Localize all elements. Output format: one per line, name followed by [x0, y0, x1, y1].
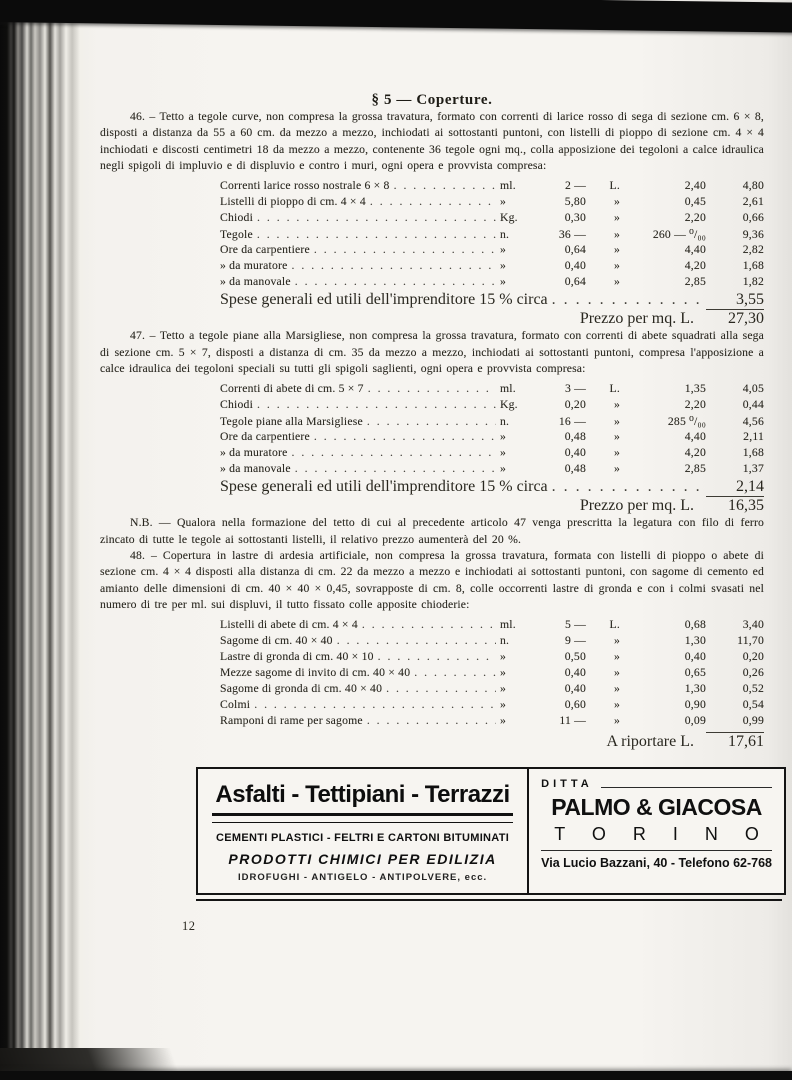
price-table-row: [220, 398, 764, 414]
unit-cell: »: [500, 429, 507, 443]
dot-leader: [552, 478, 702, 496]
unit-price-cell: 4,20: [684, 445, 706, 459]
unit-price-cell: 0,09: [684, 714, 706, 728]
price-table-row: [220, 211, 764, 227]
quantity-cell: 0,40: [564, 682, 586, 696]
quantity-cell: 9 —: [564, 633, 586, 647]
currency-cell: »: [613, 462, 620, 476]
dot-leader: [367, 714, 496, 727]
unit-cell: »: [500, 714, 507, 728]
item-description: Sagome di gronda di cm. 40 × 40: [220, 682, 383, 696]
amount-cell: 1,68: [742, 445, 764, 459]
item-description: Mezze sagome di invito di cm. 40 × 40: [220, 665, 411, 679]
currency-cell: »: [613, 227, 620, 241]
currency-cell: »: [613, 397, 620, 411]
item-description-wrap: [220, 179, 500, 192]
price-table-row: [220, 714, 764, 730]
price-table-row: [220, 698, 764, 714]
price-table-row: [220, 382, 764, 398]
dot-leader: [370, 195, 496, 208]
unit-cell: ml.: [500, 178, 516, 192]
dot-leader: [368, 382, 496, 395]
item-description-wrap: [220, 618, 500, 631]
unit-price-cell: 0,40: [684, 649, 706, 663]
article-48-price-table: [100, 618, 764, 731]
unit-price-cell: 2,20: [684, 210, 706, 224]
quantity-cell: 0,64: [564, 243, 586, 256]
unit-cell: »: [500, 698, 507, 712]
currency-cell: »: [613, 714, 620, 728]
dot-leader: [254, 698, 496, 711]
currency-cell: »: [613, 414, 620, 428]
quantity-cell: 2 —: [564, 178, 586, 192]
ad-left-panel: [198, 769, 529, 893]
amount-cell: 11,70: [737, 633, 764, 647]
quantity-cell: 0,60: [564, 698, 586, 712]
unit-price-cell: 1,30: [684, 682, 706, 696]
amount-cell: 0,66: [742, 210, 764, 224]
price-table-row: [220, 462, 764, 478]
unit-price-cell: 1,30: [684, 633, 706, 647]
ad-bottom-rule: [196, 899, 782, 901]
unit-price-cell: 2,20: [684, 397, 706, 411]
article-48-intro: 48. – Copertura in lastre di ardesia artificiale, non compresa la grossa travatura, formata con listelli di pioppo o abete di sezione cm. 4 × 4 disposti alla distanza di cm. 22 da mezzo a mezzo e inchiodati ai sottostanti puntoni, con sagome di cemento ed amianto delle dimensioni di cm. 40 × 40 × 0,45, sovrapposte di cm. 8, colle occorrenti lastre di gronda e con i colmi svasati nel numero di tre per ml. sui displuvi, il tutto fissato colle apposite chioderie:: [100, 549, 764, 612]
dot-leader: [257, 211, 496, 224]
ad-ditta-label: DITTA: [541, 778, 593, 791]
footer-label: Prezzo per mq. L.: [579, 310, 694, 328]
quantity-cell: 0,48: [564, 462, 586, 476]
amount-cell: 9,36: [742, 227, 764, 241]
quantity-cell: 0,40: [564, 259, 586, 273]
unit-price-cell: 0,90: [684, 698, 706, 712]
article-46-intro: 46. – Tetto a tegole curve, non compresa la grossa travatura, formato con correnti di larice rosso di sega di sezione cm. 6 × 8, disposti a distanza da 55 a 60 cm. da mezzo a mezzo, inchiodati ai sottostanti puntoni, con listelli di pioppo di sezione cm. 4 × 4 inchiodati e discosti centimetri 18 da mezzo a mezzo, contenente 36 tegole ogni mq., colla apposizione dei tegoloni a calce idraulica negli spigoli di impluvio e di displuvio e contro i muri, ogni opera e provvista compresa:: [100, 110, 764, 173]
article-46-price-table: [100, 179, 764, 292]
amount-cell: 0,20: [742, 649, 764, 663]
book-gutter-edge: [0, 0, 96, 1080]
item-description-wrap: [220, 259, 500, 272]
currency-cell: »: [613, 633, 620, 647]
spese-total: 3,55: [736, 291, 764, 309]
ad-products-line: CEMENTI PLASTICI - FELTRI E CARTONI BITUMINATI: [216, 832, 510, 845]
table-footer: [100, 732, 764, 751]
item-description: Tegole piane alla Marsigliese: [220, 414, 363, 428]
currency-cell: L.: [609, 178, 620, 192]
unit-cell: Kg.: [500, 210, 518, 224]
amount-cell: 1,68: [742, 259, 764, 273]
amount-cell: 2,82: [742, 243, 764, 256]
item-description-wrap: [220, 462, 500, 475]
quantity-cell: 0,20: [564, 397, 586, 411]
dot-leader: [367, 415, 496, 428]
unit-price-cell: 4,40: [684, 243, 706, 256]
price-table-row: [220, 650, 764, 666]
ad-double-rule: [212, 813, 513, 823]
unit-cell: ml.: [500, 617, 516, 631]
currency-cell: »: [613, 429, 620, 443]
quantity-cell: 3 —: [564, 381, 586, 395]
item-description: Correnti di abete di cm. 5 × 7: [220, 381, 364, 395]
quantity-cell: 0,40: [564, 665, 586, 679]
unit-cell: Kg.: [500, 397, 518, 411]
item-description: » da manovale: [220, 462, 291, 476]
dot-leader: [362, 618, 496, 631]
unit-price-cell: 2,85: [684, 462, 706, 476]
dot-leader: [386, 682, 496, 695]
amount-cell: 3,40: [742, 617, 764, 631]
price-table-row: [220, 259, 764, 275]
unit-cell: »: [500, 194, 507, 208]
unit-price-cell: 0,45: [684, 194, 706, 208]
dot-leader: [292, 259, 496, 272]
unit-cell: »: [500, 445, 507, 459]
dot-leader: [295, 275, 496, 288]
dot-leader: [257, 398, 496, 411]
currency-cell: »: [613, 275, 620, 289]
section-heading: § 5 — Coperture.: [371, 92, 493, 108]
ad-right-panel: [529, 769, 784, 893]
unit-price-cell: 0,65: [684, 665, 706, 679]
dot-leader: [414, 666, 496, 679]
item-description-wrap: [220, 714, 500, 727]
currency-cell: »: [613, 682, 620, 696]
price-table-row: [220, 634, 764, 650]
quantity-cell: 0,50: [564, 649, 586, 663]
item-description: Correnti larice rosso nostrale 6 × 8: [220, 178, 390, 192]
spese-label: Spese generali ed utili dell'imprenditore 15 % circa: [220, 291, 548, 309]
spese-row: [220, 478, 764, 494]
item-description: Ramponi di rame per sagome: [220, 714, 363, 728]
unit-price-cell: 1,35: [684, 381, 706, 395]
item-description-wrap: [220, 228, 500, 241]
item-description-wrap: [220, 211, 500, 224]
price-table-row: [220, 682, 764, 698]
quantity-cell: 0,64: [564, 275, 586, 289]
ad-ditta-row: [541, 778, 772, 790]
unit-cell: n.: [500, 633, 510, 647]
item-description: Ore da carpentiere: [220, 429, 310, 443]
amount-cell: 4,05: [742, 381, 764, 395]
footer-label: Prezzo per mq. L.: [579, 497, 694, 515]
spese-row: [220, 291, 764, 307]
unit-price-cell: 4,40: [684, 429, 706, 443]
currency-cell: L.: [609, 617, 620, 631]
ad-address: Via Lucio Bazzani, 40 - Telefono 62-768: [541, 850, 772, 870]
advertisement: [196, 767, 786, 895]
price-table-row: [220, 618, 764, 634]
footer-label: A riportare L.: [606, 733, 694, 751]
unit-price-cell: 285 ⁰/₀₀: [667, 414, 706, 428]
amount-cell: 4,56: [742, 414, 764, 428]
item-description-wrap: [220, 634, 500, 647]
ad-city: T O R I N O: [554, 824, 770, 845]
item-description: Chiodi: [220, 397, 254, 411]
unit-cell: »: [500, 649, 507, 663]
item-description-wrap: [220, 650, 500, 663]
amount-cell: 0,54: [742, 698, 764, 712]
unit-price-cell: 0,68: [684, 617, 706, 631]
ad-title: Asfalti - Tettipiani - Terrazzi: [215, 781, 510, 809]
quantity-cell: 0,40: [564, 445, 586, 459]
quantity-cell: 36 —: [558, 227, 586, 241]
item-description: » da muratore: [220, 445, 288, 459]
table-footer: [100, 309, 764, 328]
unit-cell: »: [500, 682, 507, 696]
item-description-wrap: [220, 666, 500, 679]
price-table-row: [220, 227, 764, 243]
price-table-row: [220, 414, 764, 430]
quantity-cell: 5,80: [564, 194, 586, 208]
currency-cell: »: [613, 210, 620, 224]
item-description: Lastre di gronda di cm. 40 × 10: [220, 649, 374, 663]
currency-cell: »: [613, 698, 620, 712]
item-description: Chiodi: [220, 210, 254, 224]
ad-company-name: PALMO & GIACOSA: [551, 794, 762, 821]
nb-note: N.B. — Qualora nella formazione del tetto di cui al precedente articolo 47 venga prescritta la legatura con filo di ferro zincato di tutte le tegole ai sottostanti listelli, il relativo prezzo aumenterà del 20 %.: [100, 516, 764, 546]
dot-leader: [314, 430, 496, 443]
page-content: [100, 0, 772, 934]
unit-cell: ml.: [500, 381, 516, 395]
article-47-intro: 47. – Tetto a tegole piane alla Marsigliese, non compresa la grossa travatura, formato con correnti di abete squadrati alla sega di sezione cm. 5 × 7, disposti a distanza di cm. 35 da mezzo a mezzo, inchiodati ai sottostanti puntoni, compresa l'apposizione a calce idraulica dei tegoloni speciali su tutti gli spigoli saglienti, ogni opera e provvista compresa:: [100, 329, 764, 376]
currency-cell: »: [613, 665, 620, 679]
price-table-row: [220, 275, 764, 291]
currency-cell: »: [613, 445, 620, 459]
unit-cell: n.: [500, 414, 510, 428]
item-description-wrap: [220, 415, 500, 428]
dot-leader: [337, 634, 496, 647]
currency-cell: L.: [609, 381, 620, 395]
quantity-cell: 0,48: [564, 429, 586, 443]
unit-price-cell: 260 — ⁰/₀₀: [652, 227, 706, 241]
unit-cell: »: [500, 259, 507, 273]
footer-total: 27,30: [706, 309, 764, 328]
currency-cell: »: [613, 649, 620, 663]
footer-total: 17,61: [706, 732, 764, 751]
amount-cell: 0,99: [742, 714, 764, 728]
unit-price-cell: 2,40: [684, 178, 706, 192]
currency-cell: »: [613, 194, 620, 208]
amount-cell: 1,37: [742, 462, 764, 476]
price-table-row: [220, 666, 764, 682]
unit-price-cell: 2,85: [684, 275, 706, 289]
dot-leader: [257, 228, 496, 241]
item-description: Tegole: [220, 227, 253, 241]
amount-cell: 1,82: [742, 275, 764, 289]
article-47-price-table: [100, 382, 764, 479]
dot-leader: [292, 446, 496, 459]
dot-leader: [394, 179, 496, 192]
unit-cell: »: [500, 665, 507, 679]
dot-leader: [552, 291, 702, 309]
price-table-row: [220, 243, 764, 259]
item-description: Colmi: [220, 698, 251, 712]
table-footer: [100, 496, 764, 515]
page-number: 12: [182, 919, 196, 934]
quantity-cell: 0,30: [564, 210, 586, 224]
quantity-cell: 11 —: [559, 714, 586, 728]
item-description-wrap: [220, 243, 500, 256]
item-description-wrap: [220, 275, 500, 288]
ad-detail-line: IDROFUGHI - ANTIGELO - ANTIPOLVERE, ecc.: [237, 872, 488, 884]
price-table-row: [220, 430, 764, 446]
unit-price-cell: 4,20: [684, 259, 706, 273]
item-description-wrap: [220, 446, 500, 459]
item-description: Listelli di abete di cm. 4 × 4: [220, 617, 358, 631]
item-description: Listelli di pioppo di cm. 4 × 4: [220, 194, 366, 208]
footer-total: 16,35: [706, 496, 764, 515]
unit-cell: »: [500, 462, 507, 476]
item-description: » da muratore: [220, 259, 288, 273]
dot-leader: [378, 650, 496, 663]
amount-cell: 2,61: [742, 194, 764, 208]
unit-cell: n.: [500, 227, 510, 241]
spese-total: 2,14: [736, 478, 764, 496]
item-description-wrap: [220, 682, 500, 695]
unit-cell: »: [500, 243, 507, 256]
quantity-cell: 5 —: [564, 617, 586, 631]
amount-cell: 4,80: [742, 178, 764, 192]
scan-bottom-border: [0, 1071, 792, 1080]
amount-cell: 2,11: [743, 429, 764, 443]
item-description: Sagome di cm. 40 × 40: [220, 633, 333, 647]
amount-cell: 0,44: [742, 397, 764, 411]
ad-ditta-blank-line: [601, 787, 772, 788]
item-description-wrap: [220, 398, 500, 411]
item-description: » da manovale: [220, 275, 291, 289]
item-description-wrap: [220, 430, 500, 443]
item-description-wrap: [220, 698, 500, 711]
price-table-row: [220, 446, 764, 462]
quantity-cell: 16 —: [558, 414, 586, 428]
spese-label: Spese generali ed utili dell'imprenditore 15 % circa: [220, 478, 548, 496]
currency-cell: »: [613, 259, 620, 273]
dot-leader: [295, 462, 496, 475]
amount-cell: 0,52: [742, 682, 764, 696]
ad-slogan-line: PRODOTTI CHIMICI PER EDILIZIA: [228, 851, 497, 868]
currency-cell: »: [613, 243, 620, 256]
item-description-wrap: [220, 195, 500, 208]
price-table-row: [220, 179, 764, 195]
item-description-wrap: [220, 382, 500, 395]
dot-leader: [314, 243, 496, 256]
amount-cell: 0,26: [742, 665, 764, 679]
unit-cell: »: [500, 275, 507, 289]
item-description: Ore da carpentiere: [220, 243, 310, 256]
price-table-row: [220, 195, 764, 211]
